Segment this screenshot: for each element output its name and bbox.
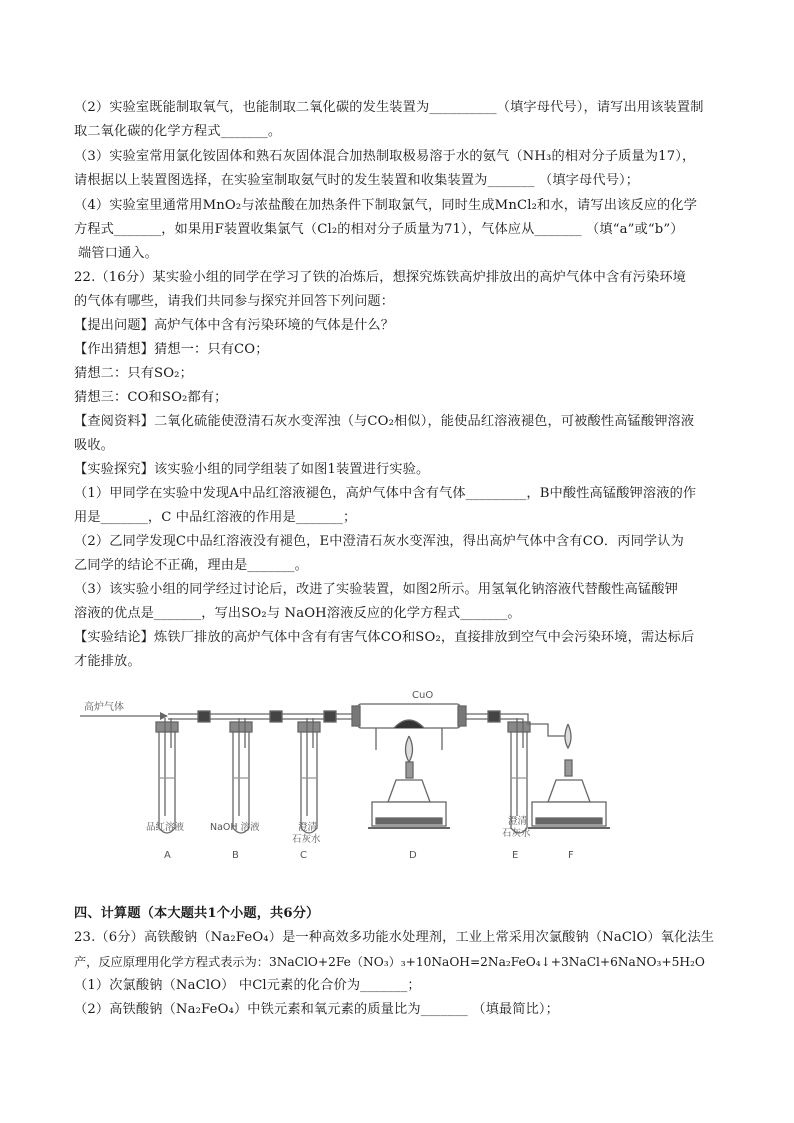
test-tube-c <box>298 718 320 833</box>
q21-part2-line1: （2）实验室既能制取氧气，也能制取二氧化碳的发生装置为__________（填字母代号），请写出用该装置制 <box>74 100 704 115</box>
label-a: 品红溶液 <box>146 822 185 833</box>
q21-part4-line2: 方程式_______，如果用F装置收集氯气（Cl₂的相对分子质量为71），气体应从_______ （填“a”或“b”） <box>74 222 684 237</box>
test-tube-a <box>156 718 178 833</box>
apparatus-figure <box>76 688 696 868</box>
spirit-lamp-f <box>528 724 610 828</box>
q21-part4-line1: （4）实验室里通常用MnO₂与浓盐酸在加热条件下制取氯气，同时生成MnCl₂和水，请写出该反应的化学 <box>74 198 698 213</box>
q22-p2-line2: 乙同学的结论不正确，理由是_______。 <box>74 558 308 573</box>
cuo-sample <box>394 720 424 728</box>
gas-inlet-arrow-icon <box>160 712 168 720</box>
q23-p1: （1）次氯酸钠（NaClO） 中Cl元素的化合价为_______； <box>74 978 421 993</box>
q23-line1: 23.（6分）高铁酸钠（Na₂FeO₄）是一种高效多功能水处理剂，工业上常采用次氯酸钠（NaClO）氧化法生 <box>74 930 715 945</box>
q22-guess3: 猜想三：CO和SO₂都有； <box>74 390 228 405</box>
label-b: NaOH 溶液 <box>210 822 260 833</box>
letter-f: F <box>568 850 574 861</box>
q22-p2-line1: （2）乙同学发现C中品红溶液没有褪色，E中澄清石灰水变浑浊，得出高炉气体中含有CO．丙同学认为 <box>74 534 684 549</box>
q22-p1-line2: 用是_______，C 中品红溶液的作用是_______； <box>74 510 357 525</box>
label-c1: 澄清 <box>298 822 318 833</box>
cuo-label: CuO <box>412 690 434 701</box>
section4-title: 四、计算题（本大题共1个小题，共6分） <box>74 906 320 921</box>
q22-guess1: 【作出猜想】猜想一：只有CO； <box>74 342 269 357</box>
gas-label: 高炉气体 <box>84 702 124 713</box>
letter-d: D <box>409 850 417 861</box>
test-tube-b <box>230 718 252 833</box>
label-e2: 石灰水 <box>502 828 531 839</box>
tube-joint <box>324 711 336 722</box>
q22-p3-line2: 溶液的优点是_______，写出SO₂与 NaOH溶液反应的化学方程式_______。 <box>74 606 521 621</box>
q21-part2-line2: 取二氧化碳的化学方程式_______。 <box>74 124 282 139</box>
q22-p3-line1: （3）该实验小组的同学经过讨论后，改进了实验装置，如图2所示。用氢氧化钠溶液代替酸性高锰酸钾 <box>74 582 678 597</box>
q22-intro-line1: 22.（16分）某实验小组的同学在学习了铁的冶炼后，想探究炼铁高炉排放出的高炉气体中含有污染环境 <box>74 270 687 285</box>
letter-c: C <box>300 850 307 861</box>
q22-intro-line2: 的气体有哪些，请我们共同参与探究并回答下列问题： <box>74 294 395 309</box>
q22-conclusion-line2: 才能排放。 <box>74 654 141 669</box>
letter-e: E <box>512 850 519 861</box>
q22-p1-line1: （1）甲同学在实验中发现A中品红溶液褪色，高炉气体中含有气体_________，B中酸性高锰酸钾溶液的作 <box>74 486 697 501</box>
q21-part3-line1: （3）实验室常用氯化铵固体和熟石灰固体混合加热制取极易溶于水的氨气（NH₃的相对分子质量为17）， <box>74 149 696 164</box>
tube-joint <box>270 711 282 722</box>
q23-p2: （2）高铁酸钠（Na₂FeO₄）中铁元素和氧元素的质量比为_______ （填最简比）； <box>74 1002 560 1017</box>
q22-info-line1: 【查阅资料】二氧化硫能使澄清石灰水变浑浊（与CO₂相似），能使品红溶液褪色，可被酸性高锰酸钾溶液 <box>74 414 695 429</box>
tube-joint <box>488 711 500 722</box>
q21-part4-line3: 端管口通入。 <box>78 246 159 261</box>
q23-line2: 产，反应原理用化学方程式表示为：3NaClO+2Fe（NO₃）₃+10NaOH=2Na₂FeO₄↓+3NaCl+6NaNO₃+5H₂O <box>74 955 705 969</box>
letter-b: B <box>232 850 239 861</box>
letter-a: A <box>164 850 171 861</box>
tube-joint <box>198 711 210 722</box>
q21-part3-line2: 请根据以上装置图选择，在实验室制取氨气时的发生装置和收集装置为_______ （填字母代号）； <box>74 173 640 188</box>
q22-info-line2: 吸收。 <box>74 438 115 453</box>
connecting-tube-f <box>527 724 568 748</box>
label-c2: 石灰水 <box>292 834 321 845</box>
q22-conclusion-line1: 【实验结论】炼铁厂排放的高炉气体中含有有害气体CO和SO₂，直接排放到空气中会污染环境，需达标后 <box>74 630 695 645</box>
q22-explore: 【实验探究】该实验小组的同学组装了如图1装置进行实验。 <box>74 462 430 477</box>
q22-guess2: 猜想二：只有SO₂； <box>74 366 193 381</box>
q22-question: 【提出问题】高炉气体中含有污染环境的气体是什么？ <box>74 318 395 333</box>
spirit-lamp-d <box>368 736 450 828</box>
label-e1: 澄清 <box>508 816 528 827</box>
